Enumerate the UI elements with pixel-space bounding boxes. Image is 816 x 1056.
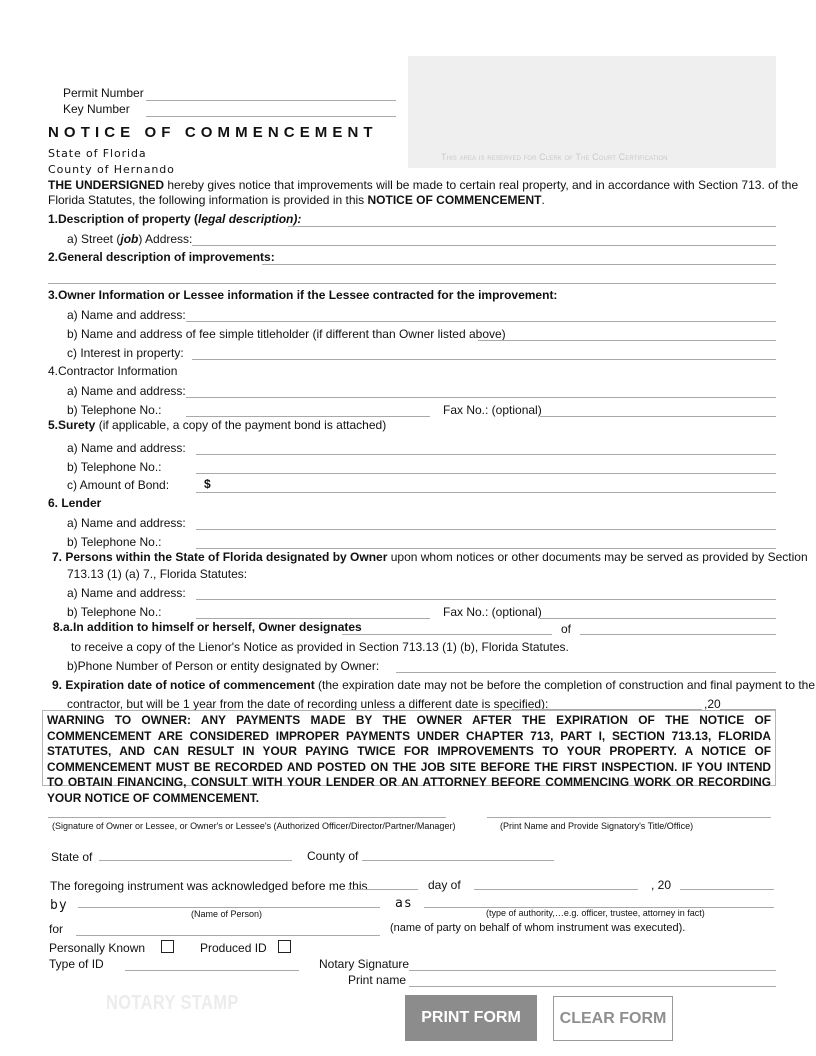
s7-text-2: 713.13 (1) (a) 7., Florida Statutes:: [67, 567, 248, 581]
street-address-field[interactable]: [192, 245, 776, 246]
person-name-field[interactable]: [78, 907, 380, 908]
s1-job: job: [120, 232, 139, 246]
lender-name-address-field[interactable]: [196, 529, 776, 530]
key-number-label: Key Number: [63, 102, 130, 116]
legal-description-field[interactable]: [288, 226, 776, 227]
ack-year-field[interactable]: [680, 889, 774, 890]
signature-caption: (Signature of Owner or Lessee, or Owner's or Lessee's (Authorized Officer/Director/Partner/Manager): [52, 821, 456, 831]
s8-title: 8.a.In addition to himself or herself, Owner designates: [53, 620, 362, 634]
intro-lead: THE UNDERSIGNED: [48, 178, 165, 192]
s7-fax-label: Fax No.: (optional): [443, 605, 542, 619]
notary-state-field[interactable]: [99, 860, 292, 861]
produced-id-label: Produced ID: [200, 941, 267, 955]
designee-of-field[interactable]: [580, 634, 776, 635]
s7-title: 7. Persons within the State of Florida designated by Owner: [52, 550, 388, 564]
notary-signature-label: Notary Signature: [319, 957, 410, 971]
ack-month-field[interactable]: [474, 889, 638, 890]
authority-caption: (type of authority,…e.g. officer, trustee, attorney in fact): [486, 908, 705, 918]
by-label: by: [50, 898, 68, 913]
s9-text: (the expiration date may not be before the completion of construction and final payment to the: [314, 678, 816, 692]
titleholder-field[interactable]: [478, 340, 776, 341]
notary-stamp-watermark: NOTARY STAMP: [106, 992, 239, 1014]
ack-year-label: , 20: [651, 878, 672, 892]
county-heading: County of Hernando: [48, 163, 175, 176]
surety-phone-field[interactable]: [196, 473, 776, 474]
s8-b-label: b)Phone Number of Person or entity designated by Owner:: [67, 659, 380, 673]
s6-b-label: b) Telephone No.:: [67, 535, 162, 549]
s1-street-a: a) Street (: [67, 232, 121, 246]
type-of-id-field[interactable]: [125, 970, 299, 971]
notary-state-label: State of: [51, 850, 93, 864]
intro-text-2: Florida Statutes, the following information is provided in this: [48, 193, 368, 207]
page-title: NOTICE OF COMMENCEMENT: [48, 124, 378, 141]
designee-name-field[interactable]: [342, 634, 552, 635]
intro-notice: NOTICE OF COMMENCEMENT: [367, 193, 542, 207]
notary-print-name-field[interactable]: [409, 986, 776, 987]
notary-signature-field[interactable]: [409, 970, 776, 971]
s9-text-2: contractor, but will be 1 year from the date of recording unless a different date is specified):: [67, 697, 549, 711]
print-name-caption: (Print Name and Provide Signatory's Title/Office): [500, 821, 694, 831]
s7-b-label: b) Telephone No.:: [67, 605, 162, 619]
s4-b-label: b) Telephone No.:: [67, 403, 162, 417]
person-name-caption: (Name of Person): [191, 909, 263, 919]
s5-c-label: c) Amount of Bond:: [67, 478, 170, 492]
notary-county-label: County of: [307, 849, 359, 863]
permit-number-label: Permit Number: [63, 86, 144, 100]
s7-text: upon whom notices or other documents may be served as provided by Section: [387, 550, 808, 564]
s5-note: (if applicable, a copy of the payment bond is attached): [95, 418, 387, 432]
for-label: for: [49, 922, 64, 936]
s6-a-label: a) Name and address:: [67, 516, 186, 530]
s5-a-label: a) Name and address:: [67, 441, 186, 455]
s5-title: 5.Surety: [48, 418, 96, 432]
notary-county-field[interactable]: [362, 860, 554, 861]
s8-text: to receive a copy of the Lienor's Notice as provided in Section 713.13 (1) (b), Florida Statutes.: [71, 640, 569, 654]
s3-title: 3.Owner Information or Lessee information if the Lessee contracted for the improvement:: [48, 288, 558, 302]
intro-text-1: hereby gives notice that improvements will be made to certain real property, and in accordance with Section 713. of the: [164, 178, 799, 192]
s3-b-label: b) Name and address of fee simple titleholder (if different than Owner listed above): [67, 327, 506, 341]
s9-title: 9. Expiration date of notice of commencement: [52, 678, 315, 692]
warning-to-owner: WARNING TO OWNER: ANY PAYMENTS MADE BY THE OWNER AFTER THE EXPIRATION OF THE NOTICE OF COMMENCEMENT ARE CONSIDERED IMPROPER PAYMENTS UNDER CHAPTER 713, PART I, SECTION 713.13, FLORIDA STATUTES, AND CAN RESULT IN YOUR PAYING TWICE FOR IMPROVEMENTS TO YOUR PROPERTY. A NOTICE OF COMMENCEMENT MUST BE RECORDED AND POSTED ON THE JOB SITE BEFORE THE FIRST INSPECTION. IF YOU INTEND TO OBTAIN FINANCING, CONSULT WITH YOUR LENDER OR AN ATTORNEY BEFORE COMMENCING WORK OR RECORDING YOUR NOTICE OF COMMENCEMENT.: [42, 710, 776, 786]
s4-title: 4.Contractor Information: [48, 364, 178, 378]
personally-known-checkbox[interactable]: [161, 940, 174, 953]
s7-a-label: a) Name and address:: [67, 586, 186, 600]
improvements-field-1[interactable]: [262, 264, 776, 265]
surety-name-address-field[interactable]: [196, 454, 776, 455]
s4-a-label: a) Name and address:: [67, 384, 186, 398]
party-field[interactable]: [76, 935, 380, 936]
designee-phone-number-field[interactable]: [396, 672, 776, 673]
as-label: as: [395, 896, 413, 911]
print-form-button[interactable]: PRINT FORM: [405, 995, 537, 1041]
personally-known-label: Personally Known: [49, 941, 146, 955]
clerk-certification-note: This area is reserved for Clerk of The Court Certification: [441, 152, 668, 162]
interest-field[interactable]: [192, 359, 776, 360]
day-of-label: day of: [428, 878, 461, 892]
print-name-label: Print name: [348, 973, 407, 987]
contractor-phone-field[interactable]: [186, 416, 430, 417]
s3-a-label: a) Name and address:: [67, 308, 186, 322]
key-number-field[interactable]: [146, 116, 396, 117]
intro-end: .: [541, 193, 545, 207]
type-of-id-label: Type of ID: [49, 957, 104, 971]
s1-title: 1.Description of property (: [48, 212, 199, 226]
print-name-title-field[interactable]: [487, 817, 771, 818]
s5-b-label: b) Telephone No.:: [67, 460, 162, 474]
contractor-name-address-field[interactable]: [186, 397, 776, 398]
ack-text: The foregoing instrument was acknowledged before me this: [50, 879, 368, 893]
bond-amount-field[interactable]: [196, 492, 776, 493]
bond-dollar-sign: $: [204, 477, 211, 491]
s4-fax-label: Fax No.: (optional): [443, 403, 542, 417]
improvements-field-2[interactable]: [48, 283, 776, 284]
designee-name-address-field[interactable]: [196, 599, 776, 600]
contractor-fax-field[interactable]: [540, 416, 776, 417]
permit-number-field[interactable]: [146, 100, 396, 101]
owner-name-address-field[interactable]: [186, 321, 776, 322]
party-caption: (name of party on behalf of whom instrument was executed).: [390, 922, 686, 934]
s3-c-label: c) Interest in property:: [67, 346, 184, 360]
owner-signature-field[interactable]: [48, 817, 446, 818]
clear-form-button[interactable]: CLEAR FORM: [553, 996, 673, 1041]
ack-day-field[interactable]: [348, 889, 418, 890]
lender-phone-field[interactable]: [196, 548, 776, 549]
produced-id-checkbox[interactable]: [278, 940, 291, 953]
designee-fax-field[interactable]: [540, 618, 776, 619]
designee-phone-field[interactable]: [196, 618, 430, 619]
s8-of-label: of: [561, 622, 572, 636]
s1-legal: legal description):: [198, 212, 302, 226]
s2-title: 2.General description of improvements:: [48, 250, 275, 264]
s9-year-label: ,20: [704, 697, 721, 711]
s1-street-b: ) Address:: [138, 232, 193, 246]
s6-title: 6. Lender: [48, 496, 102, 510]
state-heading: State of Florida: [48, 147, 147, 160]
